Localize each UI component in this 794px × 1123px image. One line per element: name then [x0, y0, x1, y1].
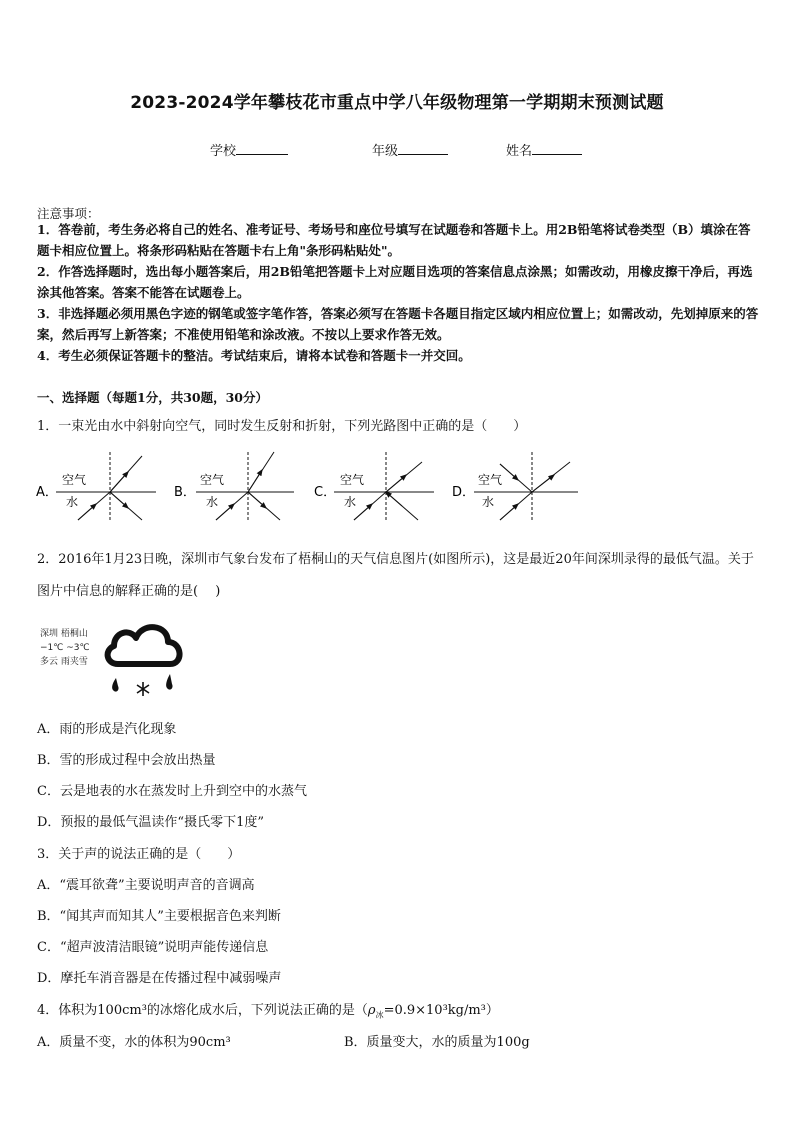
air-label: 空气 [340, 473, 365, 487]
water-label: 水 [344, 495, 357, 509]
air-label: 空气 [478, 473, 503, 487]
note-item: 1．答卷前，考生务必将自己的姓名、准考证号、考场号和座位号填写在试题卷和答题卡上。用2B铅笔将试卷类型（B）填涂在答题卡相应位置上。将条形码粘贴在答题卡右上角"条形码粘贴处"。 [37, 222, 751, 258]
weather-image [36, 612, 190, 702]
diagram-a[interactable] [36, 452, 156, 522]
refracted-arrow [386, 475, 406, 492]
diagram-c[interactable] [314, 452, 434, 522]
q3-option-a[interactable]: A．“震耳欲聋”主要说明声音的音调高 [37, 878, 255, 893]
weather-location: 深圳 梧桐山 [40, 629, 88, 639]
page-title: 2023-2024学年攀枝花市重点中学八年级物理第一学期期末预测试题 [130, 93, 664, 113]
name-label: 姓名 [506, 144, 533, 159]
cloud-icon [108, 627, 180, 664]
q1-diagrams [30, 448, 770, 524]
grade-field[interactable] [372, 140, 448, 159]
q4-option-a[interactable]: A．质量不变，水的体积为90cm³ [37, 1035, 231, 1050]
reflected-arrow [248, 492, 266, 508]
incident-arrow [354, 504, 372, 520]
weather-temperature: −1℃ ~3℃ [40, 643, 90, 653]
name-field[interactable] [506, 140, 582, 159]
grade-blank[interactable] [398, 140, 448, 155]
water-label: 水 [66, 495, 79, 509]
refracted-arrow [110, 472, 128, 492]
reflected-arrow [500, 464, 518, 480]
school-field[interactable] [210, 140, 288, 159]
incident-arrow [500, 504, 518, 520]
question-1-stem: 1．一束光由水中斜射向空气，同时发生反射和折射，下列光路图中正确的是（ ） [37, 419, 527, 434]
q2-option-c[interactable]: C．云是地表的水在蒸发时上升到空中的水蒸气 [37, 784, 307, 799]
weather-condition: 多云 雨夹雪 [40, 657, 88, 667]
question-3-stem: 3．关于声的说法正确的是（ ） [37, 847, 241, 862]
air-label: 空气 [200, 473, 225, 487]
snowflake-icon [137, 682, 149, 696]
note-item: 3．非选择题必须用黑色字迹的钢笔或签字笔作答，答案必须写在答题卡各题目指定区域内相应位置上；如需改动，先划掉原来的答案，然后再写上新答案；不准使用铅笔和涂改液。不按以上要求作答无效。 [37, 306, 759, 342]
water-label: 水 [482, 495, 495, 509]
reflected-arrow [110, 492, 128, 508]
q2-option-a[interactable]: A．雨的形成是汽化现象 [37, 722, 177, 737]
name-blank[interactable] [532, 140, 582, 155]
rho-symbol: ρ [367, 1003, 376, 1018]
q3-option-c[interactable]: C．“超声波清洁眼镜”说明声能传递信息 [37, 940, 269, 955]
diagram-b[interactable] [174, 452, 294, 522]
raindrop-icon [112, 678, 118, 692]
q4-stem-main: 4．体积为100cm³的冰熔化成水后，下列说法正确的是（ [37, 1003, 368, 1018]
water-label: 水 [206, 495, 219, 509]
air-label: 空气 [62, 473, 87, 487]
refracted-arrow [248, 470, 262, 492]
raindrop-icon [166, 674, 172, 690]
rho-subscript: 冰 [375, 1010, 384, 1020]
q4-stem-tail: =0.9×10³kg/m³） [383, 1003, 499, 1018]
refracted-arrow [532, 475, 554, 492]
q3-option-b[interactable]: B．“闻其声而知其人”主要根据音色来判断 [37, 909, 281, 924]
option-label: B． [174, 485, 196, 500]
option-label: C． [314, 485, 337, 500]
question-4-stem [37, 999, 499, 1021]
incident-arrow [216, 504, 234, 520]
option-label: D． [452, 485, 476, 500]
diagram-d[interactable] [452, 452, 578, 522]
notes-heading: 注意事项： [37, 206, 100, 221]
section-heading: 一、选择题（每题1分，共30题，30分） [37, 390, 268, 405]
option-label: A． [36, 485, 58, 500]
q2-option-d[interactable]: D．预报的最低气温读作“摄氏零下1度” [37, 815, 264, 830]
reflected-arrow [386, 492, 402, 506]
note-item: 2．作答选择题时，选出每小题答案后，用2B铅笔把答题卡上对应题目选项的答案信息点涂黑；如需改动，用橡皮擦干净后，再选涂其他答案。答案不能答在试题卷上。 [37, 264, 753, 300]
q2-option-b[interactable]: B．雪的形成过程中会放出热量 [37, 753, 216, 768]
note-item: 4．考生必须保证答题卡的整洁。考试结束后，请将本试卷和答题卡一并交回。 [37, 348, 471, 363]
school-blank[interactable] [236, 140, 288, 155]
q3-option-d[interactable]: D．摩托车消音器是在传播过程中减弱噪声 [37, 971, 282, 986]
grade-label: 年级 [372, 144, 399, 159]
q4-option-b[interactable]: B．质量变大，水的质量为100g [344, 1035, 530, 1050]
incident-arrow [78, 504, 96, 520]
school-label: 学校 [210, 144, 237, 159]
question-2-stem: 2．2016年1月23日晚，深圳市气象台发布了梧桐山的天气信息图片(如图所示)，这是最近20年间深圳录得的最低气温。关于图片中信息的解释正确的是( ) [37, 552, 754, 599]
